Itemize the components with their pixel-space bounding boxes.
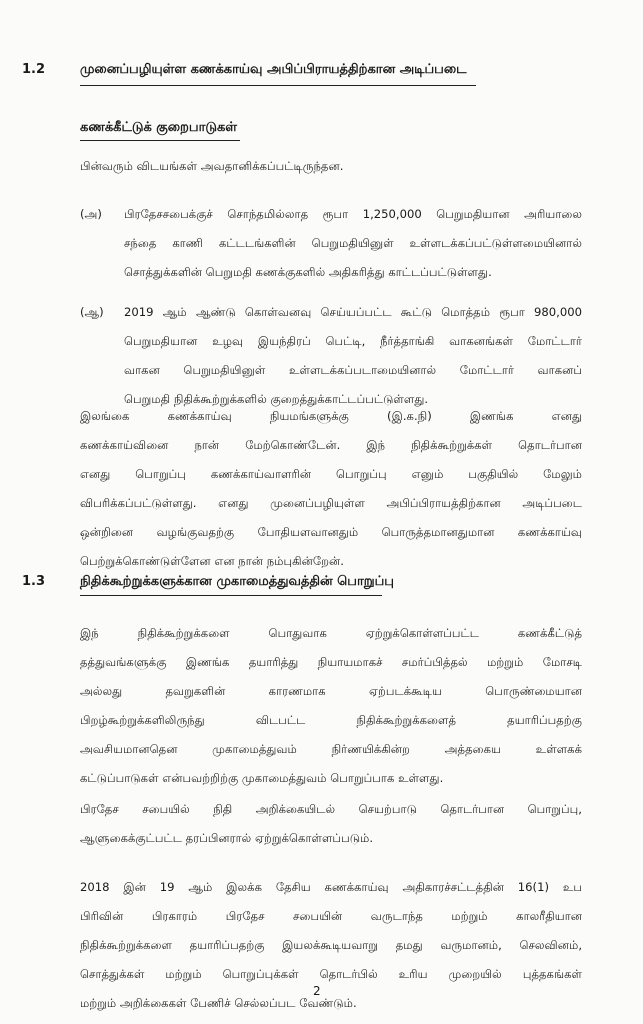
paragraph-line: விபரிக்கப்பட்டுள்ளது. எனது முனைப்பழியுள்ள அபிப்பிராயத்திற்கான அடிப்படை — [80, 496, 582, 510]
section-number-1-3: 1.3 — [22, 574, 46, 589]
item-a-text — [124, 200, 582, 287]
paragraph-line: இலங்கை கணக்காய்வு நியமங்களுக்கு (இ.க.நி) இணங்க எனது — [80, 409, 582, 423]
paragraph-line: பிறழ்கூற்றுக்களிலிருந்து விடபட்ட நிதிக்கூற்றுக்களைத் தயாரிப்பதற்கு — [80, 713, 582, 727]
page-number: 2 — [313, 984, 321, 998]
item-aa-text — [124, 298, 582, 414]
intro-sentence: பின்வரும் விடயங்கள் அவதானிக்கப்பட்டிருந்தன. — [80, 159, 344, 173]
paragraph-management-responsibility — [80, 619, 582, 793]
paragraph-line: பெற்றுக்கொண்டுள்ளேன என நான் நம்புகின்றேன். — [80, 554, 344, 568]
item-a-label: (அ) — [80, 207, 102, 221]
item-aa-line: 2019 ஆம் ஆண்டு கொள்வனவு செய்யப்பட்ட கூட்டு மொத்தம் ரூபா 980,000 — [124, 305, 582, 319]
paragraph-line: மற்றும் அறிக்கைகள் பேணிச் செல்லப்பட வேண்டும். — [80, 996, 357, 1010]
paragraph-line: இந் நிதிக்கூற்றுக்களை பொதுவாக ஏற்றுக்கொள்ளப்பட்ட கணக்கீட்டுத் — [80, 626, 582, 640]
paragraph-line: அல்லது தவறுகளின் காரணமாக ஏற்படக்கூடிய பொருண்மையான — [80, 684, 582, 698]
item-aa-line: பெறுமதியான உழவு இயந்திரப் பெட்டி, நீர்த்தாங்கி வாகனங்கள் மோட்டார் — [124, 334, 582, 348]
paragraph-line: கட்டுப்பாடுகள் என்பவற்றிற்கு முகாமைத்துவம் பொறுப்பாக உள்ளது. — [80, 771, 444, 785]
section-title-1-2-underline — [80, 85, 476, 86]
paragraph-line: தத்துவங்களுக்கு இணங்க தயாரித்து நியாயமாகச் சமர்ப்பித்தல் மற்றும் மோசடி — [80, 655, 582, 669]
paragraph-line: எனது பொறுப்பு கணக்காய்வாளரின் பொறுப்பு எனும் பகுதியில் மேலும் — [80, 467, 582, 481]
section-title-1-3-underline — [80, 595, 382, 596]
item-aa-line: வாகன பெறுமதியினுள் உள்ளடக்கப்படாமையினால் மோட்டார் வாகனப் — [124, 363, 582, 377]
item-aa-label: (ஆ) — [80, 305, 104, 319]
paragraph-line: ஒன்றினை வழங்குவதற்கு போதியளவானதும் பொருத்தமானதுமான கணக்காய்வு — [80, 525, 582, 539]
paragraph-line: நிதிக்கூற்றுக்களை தயாரிப்பதற்கு இயலக்கூடியவாறு தமது வருமானம், செலவினம், — [80, 938, 582, 952]
subheading-accounting-deficiencies: கணக்கீட்டுக் குறைபாடுகள் — [80, 120, 238, 135]
item-a-line: பிரதேசசபைக்குச் சொந்தமில்லாத ரூபா 1,250,000 பெறுமதியான அரியாலை — [124, 207, 582, 221]
paragraph-line: பிரதேச சபையில் நிதி அறிக்கையிடல் செயற்பாடு தொடர்பான பொறுப்பு, — [80, 802, 582, 816]
section-title-1-2: முனைப்பழியுள்ள கணக்காய்வு அபிப்பிராயத்திற்கான அடிப்படை — [80, 62, 467, 77]
paragraph-line: ஆளுகைக்குட்பட்ட தரப்பினரால் ஏற்றுக்கொள்ளப்படும். — [80, 831, 374, 845]
paragraph-line: பிரிவின் பிரகாரம் பிரதேச சபையின் வருடாந்த மற்றும் காலரீதியான — [80, 909, 582, 923]
paragraph-council-responsibility — [80, 795, 582, 853]
item-a-line: சந்தை காணி கட்டடங்களின் பெறுமதியினுள் உள்ளடக்கப்பட்டுள்ளமையினால் — [124, 236, 582, 250]
paragraph-line: அவசியமானதென முகாமைத்துவம் நிர்ணயிக்கின்ற அத்தகைய உள்ளகக் — [80, 742, 582, 756]
paragraph-audit-act — [80, 873, 582, 1018]
section-title-1-3: நிதிக்கூற்றுக்களுக்கான முகாமைத்துவத்தின் பொறுப்பு — [80, 574, 394, 589]
paragraph-audit-basis — [80, 402, 582, 576]
paragraph-line: சொத்துக்கள் மற்றும் பொறுப்புக்கள் தொடர்பில் உரிய முறையில் புத்தகங்கள் — [80, 967, 582, 981]
paragraph-line: கணக்காய்வினை நான் மேற்கொண்டேன். இந் நிதிக்கூற்றுக்கள் தொடர்பான — [80, 438, 582, 452]
subheading-underline — [80, 140, 240, 141]
paragraph-line: 2018 இன் 19 ஆம் இலக்க தேசிய கணக்காய்வு அதிகாரச்சட்டத்தின் 16(1) உப — [80, 880, 582, 894]
item-aa-line: பெறுமதி நிதிக்கூற்றுக்களில் குறைத்துக்காட்டப்பட்டுள்ளது. — [124, 392, 429, 406]
section-number-1-2: 1.2 — [22, 62, 46, 77]
item-a-line: சொத்துக்களின் பெறுமதி கணக்குகளில் அதிகரித்து காட்டப்பட்டுள்ளது. — [124, 265, 492, 279]
